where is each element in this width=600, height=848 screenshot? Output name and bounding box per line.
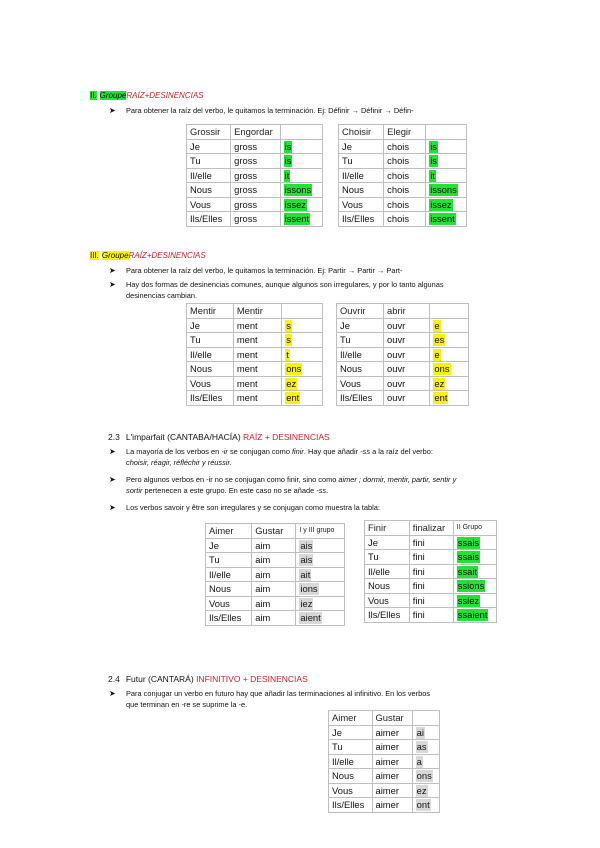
table-row	[206, 611, 345, 626]
pronoun-cell: Je	[337, 318, 384, 333]
pronoun-cell: Nous	[329, 769, 373, 784]
ending-highlight: ssais	[457, 536, 480, 548]
pronoun-cell: Nous	[206, 582, 252, 597]
ending-highlight: issons	[430, 184, 457, 196]
ending-highlight: t	[286, 348, 289, 360]
table-row	[329, 798, 440, 813]
stem-cell: gross	[231, 168, 280, 183]
conjugation-table-grossir	[186, 124, 323, 227]
pronoun-cell: Tu	[365, 550, 410, 565]
table-header-cell: Elegir	[384, 125, 426, 140]
ending-cell	[296, 582, 345, 597]
ending-cell	[280, 168, 322, 183]
stem-cell: fini	[409, 593, 453, 608]
heading-title: RAÍZ+DESINENCIAS	[126, 91, 204, 100]
ending-cell	[430, 318, 469, 333]
ending-highlight: ez	[434, 377, 445, 389]
pronoun-cell: Ils/Elles	[187, 391, 234, 406]
table-row	[365, 579, 497, 594]
bullet-text: Para obtener la raíz del verbo, le quitamos la terminación. Ej: Définir → Définir → Défin-	[126, 106, 414, 115]
table-row	[337, 318, 469, 333]
ending-highlight: ons	[286, 363, 302, 375]
table-row	[187, 154, 323, 169]
section-heading-imparfait	[108, 432, 330, 442]
ending-cell	[282, 333, 323, 348]
table-header-row	[187, 125, 323, 140]
table-row	[206, 596, 345, 611]
stem-cell: ouvr	[384, 333, 430, 348]
stem-cell: aimer	[372, 740, 412, 755]
table-header-cell: Aimer	[329, 711, 373, 726]
heading-number: II.	[90, 91, 97, 100]
ending-highlight: iez	[300, 597, 313, 609]
pronoun-cell: Vous	[339, 197, 384, 212]
pronoun-cell: Ils/Elles	[339, 212, 384, 227]
table-header-cell: Ouvrir	[337, 304, 384, 319]
ending-highlight: issent	[430, 213, 455, 225]
ending-cell	[412, 740, 439, 755]
table-header-cell	[280, 125, 322, 140]
table-row	[337, 333, 469, 348]
ending-cell	[282, 318, 323, 333]
table-row	[187, 333, 323, 348]
table-header-row	[329, 711, 440, 726]
ending-cell	[430, 376, 469, 391]
ending-highlight: issez	[430, 198, 452, 210]
table-row	[187, 168, 323, 183]
table-header-cell	[282, 304, 323, 319]
ending-highlight: is	[430, 140, 437, 152]
stem-cell: chois	[384, 139, 426, 154]
bullet-text-cont: choisir, réagir, réfléchir y réussir.	[126, 458, 232, 467]
table-header-cell: Mentir	[187, 304, 234, 319]
pronoun-cell: Tu	[187, 154, 231, 169]
table-header-cell: Engordar	[231, 125, 280, 140]
ending-cell	[296, 538, 345, 553]
pronoun-cell: Vous	[187, 376, 234, 391]
table-row	[365, 608, 497, 623]
table-row	[339, 139, 467, 154]
table-header-cell	[430, 304, 469, 319]
ending-cell	[453, 593, 496, 608]
ending-highlight: ssions	[457, 580, 485, 592]
stem-cell: ment	[233, 362, 281, 377]
table-row	[339, 168, 467, 183]
ending-cell	[296, 596, 345, 611]
ending-highlight: e	[434, 319, 440, 331]
conjugation-table-aimer-futur	[328, 710, 440, 813]
heading-title: RAÍZ + DESINENCIAS	[243, 432, 330, 442]
bullet-item	[109, 279, 444, 301]
ending-highlight: is	[284, 140, 292, 152]
ending-highlight: issez	[284, 198, 306, 210]
table-header-cell: Gustar	[252, 524, 296, 539]
pronoun-cell: Tu	[329, 740, 373, 755]
bullet-text: Hay dos formas de desinencias comunes, aunque algunos son irregulares, y por lo tanto algunas	[126, 280, 444, 289]
heading-groupe: Groupe	[101, 251, 129, 260]
conjugation-table-finir-imparfait	[364, 520, 497, 623]
table-row	[187, 376, 323, 391]
pronoun-cell: Nous	[187, 362, 234, 377]
bullet-item	[109, 688, 431, 710]
stem-cell: aimer	[372, 783, 412, 798]
ending-highlight: e	[434, 348, 440, 360]
ending-cell	[426, 212, 467, 227]
table-header-cell: finalizar	[409, 521, 453, 536]
ending-highlight: ez	[286, 377, 297, 389]
table-header-cell: abrir	[384, 304, 430, 319]
stem-cell: gross	[231, 212, 280, 227]
stem-cell: gross	[231, 183, 280, 198]
ending-highlight: ai	[416, 726, 424, 738]
table-row	[337, 362, 469, 377]
stem-cell: chois	[384, 154, 426, 169]
bullet-item	[109, 502, 380, 513]
bullet-item	[109, 105, 414, 116]
ending-cell	[426, 154, 467, 169]
ending-highlight: ent	[434, 392, 448, 404]
pronoun-cell: Ils/Elles	[365, 608, 410, 623]
ending-cell	[453, 579, 496, 594]
table-row	[187, 362, 323, 377]
table-row	[329, 740, 440, 755]
stem-cell: ment	[233, 318, 281, 333]
ending-highlight: is	[284, 155, 292, 167]
ending-highlight: ez	[416, 784, 427, 796]
heading-number: III.	[90, 251, 99, 260]
table-header-cell: Aimer	[206, 524, 252, 539]
pronoun-cell: Il/elle	[187, 347, 234, 362]
pronoun-cell: Je	[206, 538, 252, 553]
pronoun-cell: Nous	[337, 362, 384, 377]
ending-highlight: aient	[300, 612, 321, 624]
stem-cell: chois	[384, 183, 426, 198]
ending-highlight: is	[430, 155, 437, 167]
conjugation-table-aimer-imparfait	[205, 523, 345, 626]
stem-cell: aimer	[372, 769, 412, 784]
pronoun-cell: Ils/Elles	[206, 611, 252, 626]
pronoun-cell: Nous	[187, 183, 231, 198]
ending-highlight: issons	[284, 184, 312, 196]
stem-cell: ouvr	[384, 347, 430, 362]
table-header-row	[206, 524, 345, 539]
table-row	[365, 564, 497, 579]
stem-cell: chois	[384, 197, 426, 212]
ending-highlight: s	[286, 334, 291, 346]
ending-cell	[426, 197, 467, 212]
stem-cell: fini	[409, 564, 453, 579]
pronoun-cell: Tu	[206, 553, 252, 568]
ending-cell	[280, 197, 322, 212]
stem-cell: ouvr	[384, 376, 430, 391]
table-header-cell: Choisir	[339, 125, 384, 140]
ending-cell	[412, 725, 439, 740]
ending-highlight: s	[286, 319, 291, 331]
table-row	[187, 347, 323, 362]
table-row	[206, 582, 345, 597]
table-row	[206, 538, 345, 553]
pronoun-cell: Je	[187, 318, 234, 333]
conjugation-table-mentir	[186, 303, 323, 406]
table-header-cell: Mentir	[233, 304, 281, 319]
stem-cell: aimer	[372, 798, 412, 813]
arrow-bullet-icon: ➤	[109, 447, 116, 456]
table-row	[187, 197, 323, 212]
ending-cell	[282, 347, 323, 362]
table-row	[187, 391, 323, 406]
ending-cell	[412, 798, 439, 813]
ending-highlight: ssais	[457, 551, 480, 563]
bullet-item: ➤ Pero algunos verbos en -ir no se conjugan como finir, sino como aimer ; dormir, mentir, partir, sentir y sortir pertenecen a este grupo. En este caso no se añade -ss.	[109, 475, 457, 495]
bullet-text: Para conjugar un verbo en futuro hay que añadir las terminaciones al infinitivo. En los verbos	[126, 689, 431, 698]
pronoun-cell: Il/elle	[365, 564, 410, 579]
stem-cell: aimer	[372, 754, 412, 769]
stem-cell: aim	[252, 596, 296, 611]
heading-number: 2.3	[108, 432, 120, 442]
ending-highlight: ions	[300, 583, 318, 595]
stem-cell: fini	[409, 608, 453, 623]
table-row	[365, 535, 497, 550]
ending-highlight: ent	[286, 392, 300, 404]
ending-cell	[426, 139, 467, 154]
table-header-row	[337, 304, 469, 319]
table-row	[206, 567, 345, 582]
ending-cell	[430, 347, 469, 362]
ending-highlight: as	[416, 741, 427, 753]
pronoun-cell: Il/elle	[329, 754, 373, 769]
ending-cell	[282, 362, 323, 377]
table-row	[365, 550, 497, 565]
ending-highlight: it	[284, 169, 290, 181]
pronoun-cell: Il/elle	[206, 567, 252, 582]
ending-cell	[453, 608, 496, 623]
heading-title: INFINITIVO + DESINENCIAS	[196, 674, 308, 684]
table-header-cell: Grossir	[187, 125, 231, 140]
ending-cell	[412, 783, 439, 798]
pronoun-cell: Je	[329, 725, 373, 740]
bullet-item	[109, 265, 403, 276]
ending-highlight: it	[430, 169, 435, 181]
table-header-cell: II Grupo	[453, 521, 496, 536]
table-row	[339, 197, 467, 212]
ending-cell	[453, 564, 496, 579]
arrow-bullet-icon: ➤	[109, 106, 116, 115]
conjugation-table-ouvrir	[336, 303, 469, 406]
heading-text: L'imparfait (CANTABA/HACÍA)	[125, 432, 241, 442]
ending-highlight: ssait	[457, 565, 478, 577]
table-header-row	[365, 521, 497, 536]
ending-highlight: issent	[284, 213, 310, 225]
ending-cell	[296, 553, 345, 568]
ending-cell	[430, 391, 469, 406]
ending-cell	[453, 550, 496, 565]
pronoun-cell: Tu	[187, 333, 234, 348]
table-row	[187, 183, 323, 198]
stem-cell: aim	[252, 553, 296, 568]
arrow-bullet-icon: ➤	[109, 266, 116, 275]
pronoun-cell: Vous	[187, 197, 231, 212]
table-header-cell: Gustar	[372, 711, 412, 726]
ending-highlight: ais	[300, 539, 313, 551]
stem-cell: aim	[252, 567, 296, 582]
pronoun-cell: Nous	[365, 579, 410, 594]
ending-cell	[282, 391, 323, 406]
table-row	[206, 553, 345, 568]
ending-cell	[453, 535, 496, 550]
arrow-bullet-icon: ➤	[109, 689, 116, 698]
stem-cell: fini	[409, 550, 453, 565]
pronoun-cell: Ils/Elles	[187, 212, 231, 227]
ending-highlight: ssaient	[457, 609, 488, 621]
ending-cell	[280, 212, 322, 227]
table-row	[187, 139, 323, 154]
heading-text: Futur (CANTARÁ)	[125, 674, 194, 684]
ending-cell	[296, 567, 345, 582]
pronoun-cell: Je	[365, 535, 410, 550]
bullet-item: ➤ La mayoría de los verbos en -ir se conjugan como finir. Hay que añadir -ss a la raíz del verbo: choisir, réagir, réfléchir y réussir.	[109, 447, 433, 467]
arrow-bullet-icon: ➤	[109, 280, 116, 289]
pronoun-cell: Nous	[339, 183, 384, 198]
ending-highlight: ons	[434, 363, 450, 375]
arrow-bullet-icon: ➤	[109, 503, 116, 512]
pronoun-cell: Ils/Elles	[337, 391, 384, 406]
ending-cell	[280, 183, 322, 198]
stem-cell: ment	[233, 347, 281, 362]
table-row	[329, 754, 440, 769]
table-row	[187, 212, 323, 227]
table-header-row	[187, 304, 323, 319]
ending-cell	[296, 611, 345, 626]
stem-cell: ment	[233, 376, 281, 391]
stem-cell: ouvr	[384, 318, 430, 333]
stem-cell: ment	[233, 333, 281, 348]
ending-cell	[280, 154, 322, 169]
table-row	[337, 391, 469, 406]
ending-highlight: ssiez	[457, 594, 480, 606]
table-row	[329, 769, 440, 784]
ending-highlight: ait	[300, 568, 311, 580]
pronoun-cell: Tu	[339, 154, 384, 169]
pronoun-cell: Il/elle	[337, 347, 384, 362]
bullet-text-cont: que terminan en -re se suprime la -e.	[126, 700, 248, 709]
stem-cell: gross	[231, 197, 280, 212]
heading-number: 2.4	[108, 674, 120, 684]
ending-cell	[426, 168, 467, 183]
table-header-cell	[412, 711, 439, 726]
ending-cell	[430, 333, 469, 348]
stem-cell: gross	[231, 154, 280, 169]
pronoun-cell: Tu	[337, 333, 384, 348]
stem-cell: aim	[252, 538, 296, 553]
section-heading-groupe-iii	[90, 251, 206, 260]
table-row	[365, 593, 497, 608]
bullet-text-cont: desinencias cambian.	[126, 291, 198, 300]
bullet-text: Para obtener la raíz del verbo, le quitamos la terminación. Ej: Partir → Partir → Part-	[126, 266, 403, 275]
stem-cell: fini	[409, 535, 453, 550]
table-row	[329, 725, 440, 740]
stem-cell: chois	[384, 168, 426, 183]
stem-cell: aim	[252, 611, 296, 626]
stem-cell: aimer	[372, 725, 412, 740]
bullet-text: Los verbos savoir y être son irregulares y se conjugan como muestra la tabla:	[126, 503, 380, 512]
table-header-cell: I y III grupo	[296, 524, 345, 539]
stem-cell: ouvr	[384, 391, 430, 406]
table-row	[339, 154, 467, 169]
pronoun-cell: Je	[339, 139, 384, 154]
stem-cell: ment	[233, 391, 281, 406]
heading-title: RAÍZ+DESINENCIAS	[128, 251, 206, 260]
ending-highlight: es	[434, 334, 445, 346]
ending-cell	[282, 376, 323, 391]
section-heading-futur	[108, 674, 308, 684]
pronoun-cell: Vous	[329, 783, 373, 798]
pronoun-cell: Ils/Elles	[329, 798, 373, 813]
section-heading-groupe-ii	[90, 91, 204, 100]
stem-cell: ouvr	[384, 362, 430, 377]
stem-cell: chois	[384, 212, 426, 227]
ending-cell	[412, 754, 439, 769]
conjugation-table-choisir	[338, 124, 467, 227]
ending-cell	[412, 769, 439, 784]
table-row	[339, 183, 467, 198]
table-header-cell: Finir	[365, 521, 410, 536]
table-header-cell	[426, 125, 467, 140]
ending-highlight: a	[416, 755, 422, 767]
table-row	[339, 212, 467, 227]
ending-cell	[430, 362, 469, 377]
pronoun-cell: Je	[187, 139, 231, 154]
ending-cell	[280, 139, 322, 154]
table-header-row	[339, 125, 467, 140]
pronoun-cell: Vous	[337, 376, 384, 391]
stem-cell: fini	[409, 579, 453, 594]
ending-highlight: ont	[416, 799, 430, 811]
pronoun-cell: Il/elle	[339, 168, 384, 183]
heading-groupe: Groupe	[99, 91, 127, 100]
ending-highlight: ons	[416, 770, 432, 782]
stem-cell: aim	[252, 582, 296, 597]
table-row	[337, 347, 469, 362]
arrow-bullet-icon: ➤	[109, 475, 116, 484]
table-row	[337, 376, 469, 391]
ending-cell	[426, 183, 467, 198]
table-row	[187, 318, 323, 333]
table-row	[329, 783, 440, 798]
pronoun-cell: Il/elle	[187, 168, 231, 183]
pronoun-cell: Vous	[206, 596, 252, 611]
stem-cell: gross	[231, 139, 280, 154]
pronoun-cell: Vous	[365, 593, 410, 608]
ending-highlight: ais	[300, 554, 313, 566]
